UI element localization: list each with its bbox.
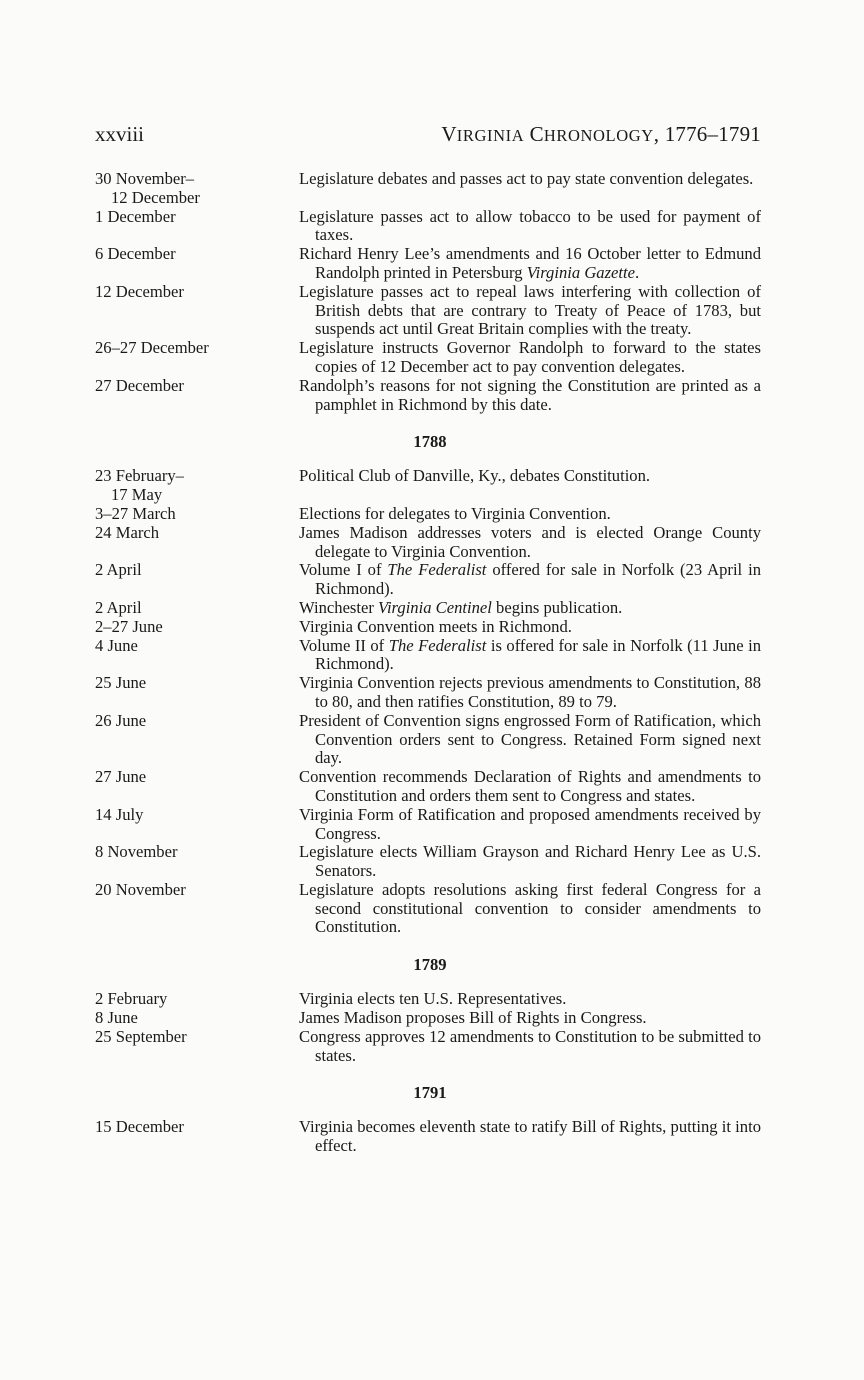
entry-description: Convention recommends Declaration of Rights and amendments to Constitution and orders them sent to Congress and states. <box>299 767 761 805</box>
entry-description: Congress approves 12 amendments to Constitution to be submitted to states. <box>299 1026 761 1065</box>
chronology-entry <box>95 524 761 562</box>
entry-description: James Madison addresses voters and is elected Orange County delegate to Virginia Convention. <box>299 522 761 561</box>
entry-date: 27 December <box>95 375 184 395</box>
chronology-entry <box>95 1009 761 1028</box>
chronology-entry <box>95 599 761 618</box>
entry-description: Winchester Virginia Centinel begins publication. <box>299 597 623 617</box>
entry-description: Legislature adopts resolutions asking first federal Congress for a second constitutional convention to consider amendments to Constitution. <box>299 879 761 937</box>
chronology-body <box>95 170 761 1156</box>
chronology-entry <box>95 618 761 637</box>
chronology-entry <box>95 712 761 768</box>
running-header <box>95 122 761 152</box>
chronology-entry <box>95 881 761 937</box>
entry-date: 26 June <box>95 710 147 730</box>
entry-description: Legislature passes act to repeal laws interfering with collection of British debts that are contrary to Treaty of Peace of 1783, but suspends act until Great Britain complies with the treaty. <box>299 281 761 339</box>
chronology-entry <box>95 1028 761 1066</box>
entry-description: Richard Henry Lee’s amendments and 16 October letter to Edmund Randolph printed in Petersburg Virginia Gazette. <box>299 244 761 282</box>
entry-description: Virginia Convention meets in Richmond. <box>299 616 572 636</box>
entry-date: 2 April <box>95 597 142 617</box>
entry-description: James Madison proposes Bill of Rights in Congress. <box>299 1008 647 1028</box>
entry-description: Political Club of Danville, Ky., debates Constitution. <box>299 466 651 486</box>
entry-description: Legislature debates and passes act to pay state convention delegates. <box>299 169 754 188</box>
entry-description: Volume II of The Federalist is offered for sale in Norfolk (11 June in Richmond). <box>299 635 761 674</box>
entry-date: 15 December <box>95 1117 184 1137</box>
chronology-entry <box>95 377 761 415</box>
entry-date: 12 December <box>95 281 184 301</box>
chronology-entry <box>95 467 761 505</box>
entry-description: Virginia Form of Ratification and proposed amendments received by Congress. <box>299 804 761 843</box>
page-number: xxviii <box>95 122 145 146</box>
entry-description: Legislature passes act to allow tobacco to be used for payment of taxes. <box>299 206 761 245</box>
year-heading-1791: 1791 <box>413 1083 447 1103</box>
entry-description: Virginia Convention rejects previous amendments to Constitution, 88 to 80, and then ratifies Constitution, 89 to 79. <box>299 673 761 711</box>
chronology-entry <box>95 990 761 1009</box>
chronology-entry <box>95 505 761 524</box>
entry-date: 8 June <box>95 1008 138 1028</box>
year-heading-1789: 1789 <box>413 955 447 975</box>
chronology-entry <box>95 674 761 712</box>
chronology-entry <box>95 1118 761 1156</box>
entry-description: President of Convention signs engrossed Form of Ratification, which Convention orders sent to Congress. Retained Form signed next day. <box>299 710 761 768</box>
entry-date: 24 March <box>95 522 160 542</box>
year-heading-1788: 1788 <box>413 432 447 452</box>
entry-description: Elections for delegates to Virginia Convention. <box>299 503 611 523</box>
chronology-entry <box>95 339 761 377</box>
entry-description: Legislature instructs Governor Randolph to forward to the states copies of 12 December act to pay convention delegates. <box>299 338 761 376</box>
chronology-entry <box>95 806 761 844</box>
entry-date: 27 June <box>95 767 147 787</box>
entry-date: 20 November <box>95 879 186 899</box>
entry-date: 14 July <box>95 804 144 824</box>
entry-date: 23 February– 17 May <box>95 466 184 505</box>
chronology-entry <box>95 208 761 246</box>
entry-date: 30 November– 12 December <box>95 169 200 207</box>
entry-description: Volume I of The Federalist offered for sale in Norfolk (23 April in Richmond). <box>299 560 761 599</box>
entry-date: 2 April <box>95 560 142 580</box>
running-title: VIRGINIA CHRONOLOGY, 1776–1791 <box>441 122 761 146</box>
entry-date: 1 December <box>95 206 176 226</box>
entry-date: 25 September <box>95 1026 187 1046</box>
entry-description: Virginia becomes eleventh state to ratify Bill of Rights, putting it into effect. <box>299 1117 761 1156</box>
entry-description: Randolph’s reasons for not signing the Constitution are printed as a pamphlet in Richmond by this date. <box>299 375 761 414</box>
entry-date: 4 June <box>95 635 138 655</box>
chronology-entry <box>95 561 761 599</box>
entry-date: 25 June <box>95 673 147 693</box>
entry-date: 2 February <box>95 989 168 1009</box>
entry-date: 26–27 December <box>95 338 209 358</box>
entry-date: 8 November <box>95 842 178 862</box>
entry-description: Legislature elects William Grayson and Richard Henry Lee as U.S. Senators. <box>299 842 761 881</box>
entry-date: 2–27 June <box>95 616 163 636</box>
chronology-entry <box>95 170 761 208</box>
entry-date: 3–27 March <box>95 503 176 523</box>
entry-date: 6 December <box>95 244 176 264</box>
entry-description: Virginia elects ten U.S. Representatives. <box>299 989 567 1009</box>
chronology-entry <box>95 283 761 339</box>
chronology-entry <box>95 637 761 675</box>
chronology-entry <box>95 843 761 881</box>
chronology-entry <box>95 245 761 283</box>
chronology-entry <box>95 768 761 806</box>
